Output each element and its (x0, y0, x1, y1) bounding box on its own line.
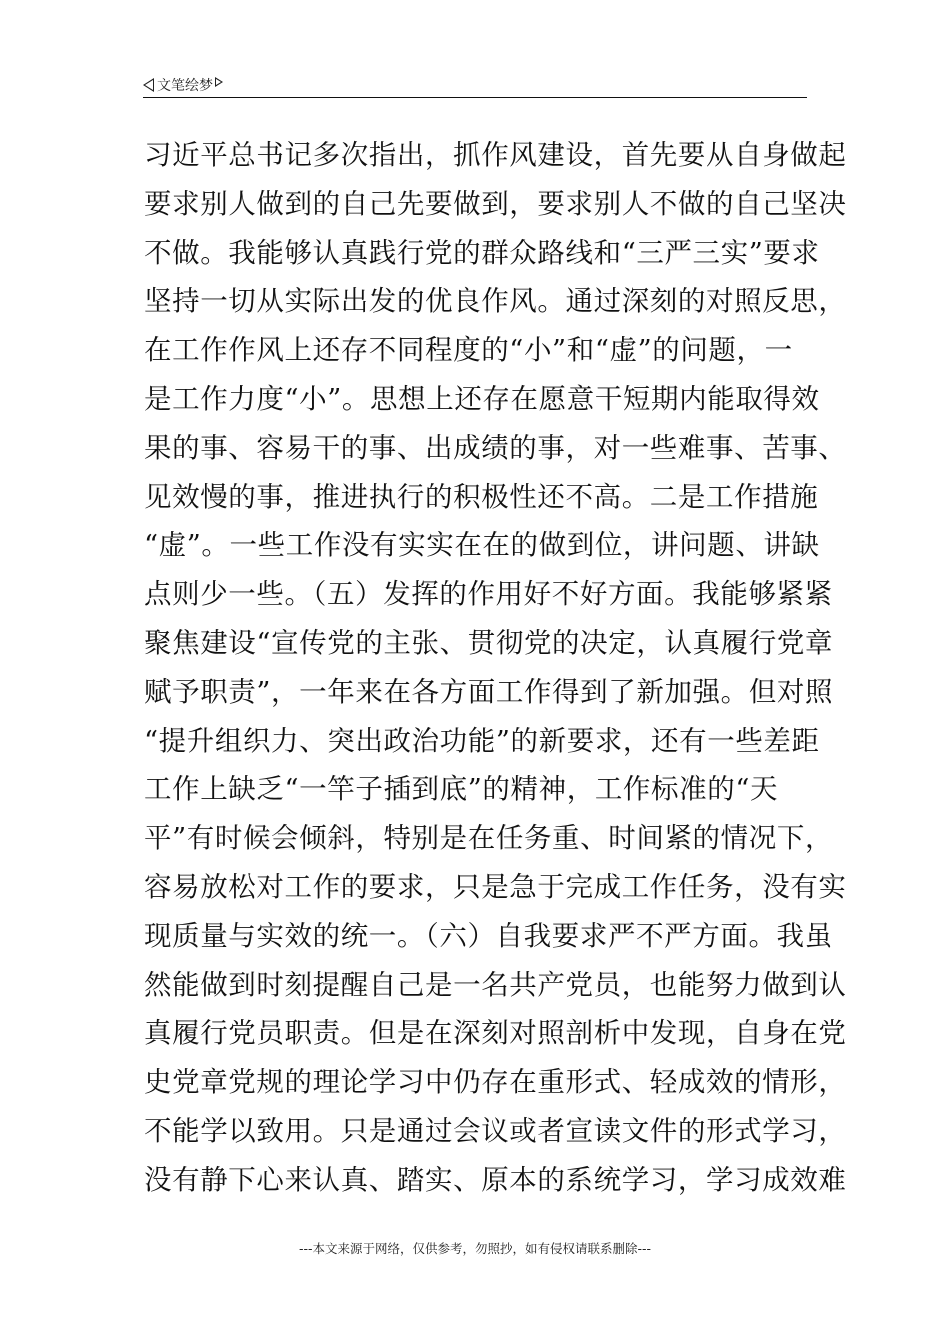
text-line: 在工作作风上还存不同程度的“小”和“虚”的问题，一 (144, 334, 793, 367)
right-triangle-icon (215, 77, 223, 87)
text-line: 是工作力度“小”。思想上还存在愿意干短期内能取得效 (144, 382, 820, 415)
text-line: 不做。我能够认真践行党的群众路线和“三严三实”要求 (144, 236, 820, 269)
page-header (143, 74, 223, 96)
text-line: 习近平总书记多次指出，抓作风建设，首先要从自身做起 (144, 139, 847, 171)
text-line: 真履行党员职责。但是在深刻对照剖析中发现，自身在党 (144, 1017, 847, 1050)
text-line: 没有静下心来认真、踏实、原本的系统学习，学习成效难 (144, 1163, 847, 1196)
text-line: “虚”。一些工作没有实实在在的做到位，讲问题、讲缺 (144, 529, 820, 562)
text-line: 工作上缺乏“一竿子插到底”的精神，工作标准的“天 (144, 773, 779, 806)
text-line: 坚持一切从实际出发的优良作风。通过深刻的对照反思， (144, 285, 847, 318)
body-text (144, 131, 847, 1205)
left-triangle-icon (143, 78, 154, 92)
text-line: 平”有时候会倾斜，特别是在任务重、时间紧的情况下， (144, 822, 834, 855)
text-line: 不能学以致用。只是通过会议或者宣读文件的形式学习， (144, 1114, 847, 1147)
text-line: 赋予职责”，一年来在各方面工作得到了新加强。但对照 (144, 675, 834, 708)
header-rule (143, 97, 807, 98)
text-line: 点则少一些。（五）发挥的作用好不好方面。我能够紧紧 (144, 578, 833, 611)
text-line: 然能做到时刻提醒自己是一名共产党员，也能努力做到认 (144, 968, 847, 1001)
text-line: 容易放松对工作的要求，只是急于完成工作任务，没有实 (144, 870, 847, 903)
header-title: 文笔绘梦 (157, 78, 213, 94)
text-line: 聚焦建设“宣传党的主张、贯彻党的决定，认真履行党章 (144, 626, 834, 659)
text-line: 史党章党规的理论学习中仍存在重形式、轻成效的情形， (144, 1066, 847, 1099)
text-line: 果的事、容易干的事、出成绩的事，对一些难事、苦事、 (144, 431, 847, 464)
text-line: “提升组织力、突出政治功能”的新要求，还有一些差距 (144, 724, 820, 757)
text-line: 现质量与实效的统一。（六）自我要求严不严方面。我虽 (144, 919, 833, 952)
text-line: 要求别人做到的自己先要做到，要求别人不做的自己坚决 (144, 187, 847, 220)
page-footer: ---本文来源于网络，仅供参考，勿照抄，如有侵权请联系删除--- (298, 1241, 652, 1256)
text-line: 见效慢的事，推进执行的积极性还不高。二是工作措施 (144, 480, 819, 513)
